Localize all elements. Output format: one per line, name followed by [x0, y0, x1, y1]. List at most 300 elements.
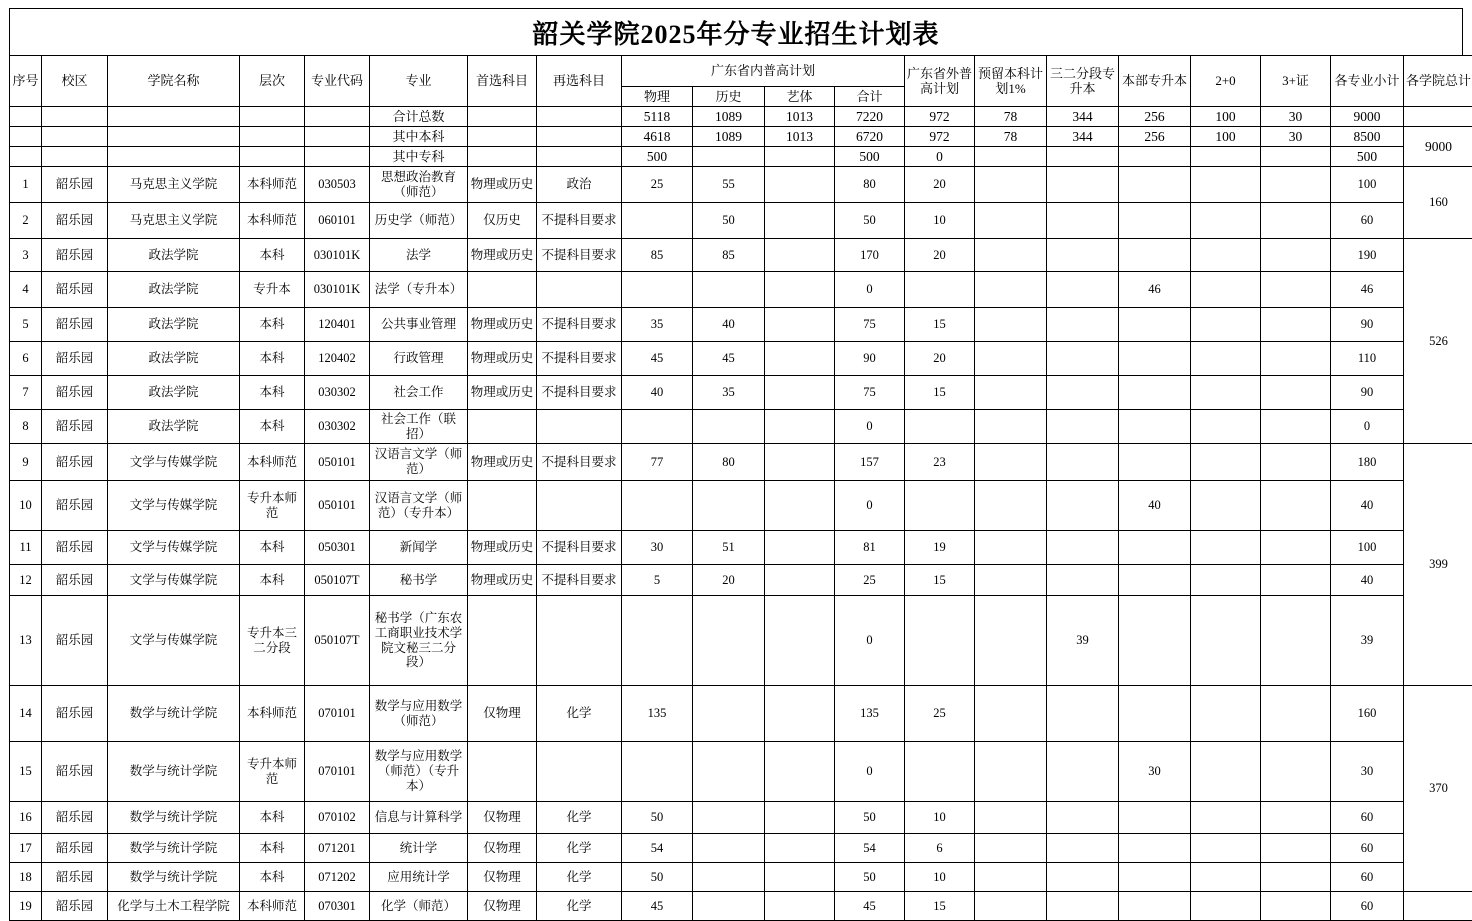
summary-blank-second-subject	[537, 127, 622, 147]
row-major-subtotal: 39	[1331, 596, 1404, 686]
row-three-two	[1047, 272, 1119, 308]
row-main-upgrade	[1119, 596, 1191, 686]
row-level: 本科	[240, 802, 305, 834]
row-index: 8	[10, 410, 42, 444]
col-header-major: 专业	[370, 56, 468, 107]
row-two-plus-zero	[1191, 834, 1261, 863]
row-first-subject: 物理或历史	[468, 565, 537, 596]
table-row	[10, 834, 1472, 863]
row-main-upgrade	[1119, 892, 1191, 921]
col-header-arts-sports: 艺体	[765, 87, 835, 107]
row-history: 80	[693, 444, 765, 481]
summary-blank-code	[305, 147, 370, 167]
summary-row	[10, 147, 1472, 167]
table-row	[10, 203, 1472, 239]
row-index: 6	[10, 342, 42, 376]
row-three-plus-cert	[1261, 565, 1331, 596]
col-header-main-upgrade: 本部专升本	[1119, 56, 1191, 107]
row-major: 汉语言文学（师范）	[370, 444, 468, 481]
row-college: 数学与统计学院	[108, 742, 240, 802]
row-college: 政法学院	[108, 376, 240, 410]
table-row	[10, 565, 1472, 596]
row-main-upgrade	[1119, 834, 1191, 863]
row-two-plus-zero	[1191, 272, 1261, 308]
row-major-subtotal: 40	[1331, 565, 1404, 596]
row-campus: 韶乐园	[42, 167, 108, 203]
row-history: 35	[693, 376, 765, 410]
table-row	[10, 167, 1472, 203]
row-campus: 韶乐园	[42, 565, 108, 596]
row-subtotal: 0	[835, 410, 905, 444]
row-first-subject: 物理或历史	[468, 376, 537, 410]
row-three-two	[1047, 686, 1119, 742]
row-reserved	[975, 272, 1047, 308]
row-major: 化学（师范）	[370, 892, 468, 921]
row-level: 本科	[240, 376, 305, 410]
row-arts-sports	[765, 686, 835, 742]
row-province-out: 19	[905, 531, 975, 565]
row-three-plus-cert	[1261, 531, 1331, 565]
row-college-total	[1404, 892, 1472, 921]
summary-reserved	[975, 147, 1047, 167]
row-first-subject: 物理或历史	[468, 239, 537, 272]
col-header-college-total: 各学院总计	[1404, 56, 1472, 107]
header-row-top	[10, 56, 1472, 87]
table-row	[10, 239, 1472, 272]
row-main-upgrade	[1119, 531, 1191, 565]
row-major-subtotal: 60	[1331, 802, 1404, 834]
row-level: 本科	[240, 239, 305, 272]
row-history	[693, 596, 765, 686]
col-header-three-two: 三二分段专升本	[1047, 56, 1119, 107]
row-first-subject	[468, 410, 537, 444]
summary-blank-second-subject	[537, 147, 622, 167]
row-index: 18	[10, 863, 42, 892]
row-major-subtotal: 40	[1331, 481, 1404, 531]
row-subtotal: 54	[835, 834, 905, 863]
summary-blank-index	[10, 127, 42, 147]
row-physics	[622, 410, 693, 444]
row-campus: 韶乐园	[42, 308, 108, 342]
summary-physics: 500	[622, 147, 693, 167]
row-three-plus-cert	[1261, 802, 1331, 834]
row-reserved	[975, 444, 1047, 481]
table-row	[10, 596, 1472, 686]
row-major: 秘书学（广东农工商职业技术学院文秘三二分段）	[370, 596, 468, 686]
row-subtotal: 80	[835, 167, 905, 203]
row-college: 文学与传媒学院	[108, 596, 240, 686]
row-major-subtotal: 60	[1331, 203, 1404, 239]
row-college: 马克思主义学院	[108, 167, 240, 203]
row-college-total: 399	[1404, 444, 1472, 686]
col-header-province-out: 广东省外普高计划	[905, 56, 975, 107]
row-arts-sports	[765, 863, 835, 892]
col-header-physics: 物理	[622, 87, 693, 107]
row-subtotal: 45	[835, 892, 905, 921]
row-level: 专升本师范	[240, 742, 305, 802]
summary-blank-index	[10, 107, 42, 127]
col-header-college: 学院名称	[108, 56, 240, 107]
row-index: 1	[10, 167, 42, 203]
row-reserved	[975, 565, 1047, 596]
row-reserved	[975, 596, 1047, 686]
row-second-subject: 不提科目要求	[537, 342, 622, 376]
row-subtotal: 0	[835, 481, 905, 531]
row-campus: 韶乐园	[42, 444, 108, 481]
row-level: 本科	[240, 342, 305, 376]
table-row	[10, 742, 1472, 802]
row-major-subtotal: 110	[1331, 342, 1404, 376]
row-subtotal: 0	[835, 742, 905, 802]
row-province-out: 10	[905, 203, 975, 239]
row-reserved	[975, 892, 1047, 921]
row-major: 行政管理	[370, 342, 468, 376]
row-first-subject: 物理或历史	[468, 342, 537, 376]
row-arts-sports	[765, 308, 835, 342]
row-major: 历史学（师范）	[370, 203, 468, 239]
row-province-out: 20	[905, 239, 975, 272]
row-campus: 韶乐园	[42, 742, 108, 802]
row-first-subject: 仅物理	[468, 834, 537, 863]
row-second-subject: 化学	[537, 863, 622, 892]
row-college: 数学与统计学院	[108, 686, 240, 742]
summary-row	[10, 107, 1472, 127]
row-first-subject: 仅物理	[468, 892, 537, 921]
row-province-out	[905, 272, 975, 308]
row-province-out: 15	[905, 308, 975, 342]
summary-major-subtotal: 8500	[1331, 127, 1404, 147]
row-main-upgrade	[1119, 686, 1191, 742]
row-major-subtotal: 160	[1331, 686, 1404, 742]
row-two-plus-zero	[1191, 239, 1261, 272]
row-index: 7	[10, 376, 42, 410]
row-major-code: 060101	[305, 203, 370, 239]
row-college: 文学与传媒学院	[108, 481, 240, 531]
row-reserved	[975, 531, 1047, 565]
row-campus: 韶乐园	[42, 531, 108, 565]
row-major-code: 070301	[305, 892, 370, 921]
row-campus: 韶乐园	[42, 834, 108, 863]
summary-arts-sports: 1013	[765, 127, 835, 147]
row-physics	[622, 203, 693, 239]
row-three-plus-cert	[1261, 203, 1331, 239]
row-three-plus-cert	[1261, 742, 1331, 802]
row-level: 本科	[240, 863, 305, 892]
summary-blank-college	[108, 107, 240, 127]
row-major-code: 050101	[305, 444, 370, 481]
table-header	[10, 56, 1472, 107]
row-subtotal: 50	[835, 203, 905, 239]
summary-province-out: 972	[905, 107, 975, 127]
row-major-code: 050301	[305, 531, 370, 565]
row-college: 数学与统计学院	[108, 863, 240, 892]
row-major-code: 050107T	[305, 565, 370, 596]
row-subtotal: 75	[835, 308, 905, 342]
table-row	[10, 863, 1472, 892]
row-three-plus-cert	[1261, 834, 1331, 863]
row-index: 12	[10, 565, 42, 596]
row-major-code: 120401	[305, 308, 370, 342]
title-bar	[9, 8, 1463, 55]
summary-major-subtotal: 500	[1331, 147, 1404, 167]
row-physics: 54	[622, 834, 693, 863]
row-three-two	[1047, 565, 1119, 596]
row-college: 化学与土木工程学院	[108, 892, 240, 921]
row-college-total: 526	[1404, 239, 1472, 444]
row-index: 2	[10, 203, 42, 239]
row-level: 专升本师范	[240, 481, 305, 531]
row-major: 秘书学	[370, 565, 468, 596]
row-province-out: 6	[905, 834, 975, 863]
summary-three-plus-cert	[1261, 147, 1331, 167]
row-second-subject	[537, 596, 622, 686]
row-major-subtotal: 90	[1331, 308, 1404, 342]
row-major-code: 071202	[305, 863, 370, 892]
row-arts-sports	[765, 167, 835, 203]
row-province-out: 10	[905, 863, 975, 892]
row-history	[693, 863, 765, 892]
row-three-plus-cert	[1261, 272, 1331, 308]
summary-blank-campus	[42, 147, 108, 167]
row-main-upgrade	[1119, 203, 1191, 239]
row-main-upgrade: 46	[1119, 272, 1191, 308]
row-major-subtotal: 46	[1331, 272, 1404, 308]
row-physics: 35	[622, 308, 693, 342]
summary-history	[693, 147, 765, 167]
row-subtotal: 90	[835, 342, 905, 376]
row-province-out	[905, 742, 975, 802]
row-major-code: 030503	[305, 167, 370, 203]
row-physics: 30	[622, 531, 693, 565]
row-history	[693, 834, 765, 863]
row-college: 数学与统计学院	[108, 834, 240, 863]
row-three-plus-cert	[1261, 342, 1331, 376]
row-reserved	[975, 342, 1047, 376]
row-three-two	[1047, 410, 1119, 444]
row-three-plus-cert	[1261, 444, 1331, 481]
row-three-plus-cert	[1261, 481, 1331, 531]
row-first-subject	[468, 272, 537, 308]
row-reserved	[975, 167, 1047, 203]
row-level: 本科	[240, 531, 305, 565]
row-second-subject: 不提科目要求	[537, 376, 622, 410]
summary-main-upgrade: 256	[1119, 127, 1191, 147]
row-two-plus-zero	[1191, 686, 1261, 742]
row-first-subject: 物理或历史	[468, 167, 537, 203]
col-header-two-plus-zero: 2+0	[1191, 56, 1261, 107]
col-header-major-code: 专业代码	[305, 56, 370, 107]
row-arts-sports	[765, 834, 835, 863]
row-second-subject	[537, 481, 622, 531]
table-row	[10, 308, 1472, 342]
row-two-plus-zero	[1191, 410, 1261, 444]
summary-blank-college	[108, 127, 240, 147]
row-campus: 韶乐园	[42, 596, 108, 686]
table-row	[10, 802, 1472, 834]
row-second-subject	[537, 742, 622, 802]
row-major-code: 070102	[305, 802, 370, 834]
row-second-subject: 不提科目要求	[537, 308, 622, 342]
row-campus: 韶乐园	[42, 481, 108, 531]
table-row	[10, 531, 1472, 565]
row-major: 法学（专升本）	[370, 272, 468, 308]
row-physics: 50	[622, 863, 693, 892]
row-index: 15	[10, 742, 42, 802]
row-arts-sports	[765, 802, 835, 834]
row-second-subject: 不提科目要求	[537, 444, 622, 481]
row-two-plus-zero	[1191, 376, 1261, 410]
row-major-subtotal: 180	[1331, 444, 1404, 481]
row-main-upgrade	[1119, 239, 1191, 272]
row-level: 本科	[240, 565, 305, 596]
row-three-two	[1047, 308, 1119, 342]
row-three-plus-cert	[1261, 596, 1331, 686]
row-second-subject: 不提科目要求	[537, 239, 622, 272]
summary-major-subtotal: 9000	[1331, 107, 1404, 127]
summary-history: 1089	[693, 127, 765, 147]
row-subtotal: 50	[835, 802, 905, 834]
row-reserved	[975, 481, 1047, 531]
row-subtotal: 25	[835, 565, 905, 596]
row-major-code: 030101K	[305, 239, 370, 272]
row-history	[693, 410, 765, 444]
row-level: 专升本三二分段	[240, 596, 305, 686]
row-major: 统计学	[370, 834, 468, 863]
row-three-two	[1047, 342, 1119, 376]
row-second-subject: 不提科目要求	[537, 203, 622, 239]
row-main-upgrade	[1119, 410, 1191, 444]
row-three-two	[1047, 203, 1119, 239]
row-second-subject: 政治	[537, 167, 622, 203]
row-major: 公共事业管理	[370, 308, 468, 342]
row-arts-sports	[765, 481, 835, 531]
col-header-subtotal: 合计	[835, 87, 905, 107]
row-college: 政法学院	[108, 239, 240, 272]
row-subtotal: 0	[835, 272, 905, 308]
row-reserved	[975, 376, 1047, 410]
row-campus: 韶乐园	[42, 892, 108, 921]
row-province-out	[905, 410, 975, 444]
row-level: 本科师范	[240, 203, 305, 239]
table-row	[10, 686, 1472, 742]
row-index: 17	[10, 834, 42, 863]
row-level: 本科师范	[240, 892, 305, 921]
col-header-province-in-group: 广东省内普高计划	[622, 56, 905, 87]
summary-two-plus-zero: 100	[1191, 107, 1261, 127]
row-campus: 韶乐园	[42, 203, 108, 239]
col-header-reserved: 预留本科计划1%	[975, 56, 1047, 107]
row-first-subject: 仅物理	[468, 686, 537, 742]
summary-three-plus-cert: 30	[1261, 107, 1331, 127]
row-two-plus-zero	[1191, 308, 1261, 342]
row-second-subject: 化学	[537, 802, 622, 834]
row-major: 应用统计学	[370, 863, 468, 892]
row-history	[693, 802, 765, 834]
row-two-plus-zero	[1191, 892, 1261, 921]
row-reserved	[975, 686, 1047, 742]
row-province-out: 23	[905, 444, 975, 481]
row-index: 11	[10, 531, 42, 565]
row-index: 3	[10, 239, 42, 272]
row-second-subject: 化学	[537, 834, 622, 863]
row-two-plus-zero	[1191, 444, 1261, 481]
row-campus: 韶乐园	[42, 802, 108, 834]
row-college: 数学与统计学院	[108, 802, 240, 834]
admission-plan-table	[9, 55, 1472, 921]
row-physics: 45	[622, 892, 693, 921]
row-reserved	[975, 239, 1047, 272]
row-major-code: 030101K	[305, 272, 370, 308]
row-main-upgrade	[1119, 167, 1191, 203]
row-physics	[622, 596, 693, 686]
row-physics: 77	[622, 444, 693, 481]
row-subtotal: 157	[835, 444, 905, 481]
row-history: 20	[693, 565, 765, 596]
row-reserved	[975, 203, 1047, 239]
summary-province-out: 0	[905, 147, 975, 167]
row-level: 专升本	[240, 272, 305, 308]
row-level: 本科	[240, 308, 305, 342]
row-arts-sports	[765, 742, 835, 802]
summary-physics: 5118	[622, 107, 693, 127]
row-two-plus-zero	[1191, 742, 1261, 802]
row-college-total: 370	[1404, 686, 1472, 892]
row-arts-sports	[765, 203, 835, 239]
row-major-subtotal: 60	[1331, 892, 1404, 921]
row-major: 信息与计算科学	[370, 802, 468, 834]
row-province-out: 20	[905, 167, 975, 203]
col-header-index: 序号	[10, 56, 42, 107]
row-main-upgrade	[1119, 444, 1191, 481]
row-reserved	[975, 308, 1047, 342]
table-row	[10, 342, 1472, 376]
row-history: 50	[693, 203, 765, 239]
row-major: 社会工作	[370, 376, 468, 410]
row-physics	[622, 481, 693, 531]
summary-reserved: 78	[975, 107, 1047, 127]
summary-blank-index	[10, 147, 42, 167]
row-two-plus-zero	[1191, 863, 1261, 892]
row-index: 5	[10, 308, 42, 342]
row-physics	[622, 742, 693, 802]
row-major-code: 070101	[305, 686, 370, 742]
row-major-subtotal: 90	[1331, 376, 1404, 410]
row-first-subject	[468, 596, 537, 686]
row-index: 9	[10, 444, 42, 481]
table-row	[10, 481, 1472, 531]
row-province-out: 15	[905, 892, 975, 921]
row-index: 10	[10, 481, 42, 531]
row-history	[693, 481, 765, 531]
row-history: 55	[693, 167, 765, 203]
row-level: 本科师范	[240, 444, 305, 481]
row-college: 政法学院	[108, 272, 240, 308]
row-main-upgrade	[1119, 376, 1191, 410]
row-physics: 45	[622, 342, 693, 376]
summary-blank-first-subject	[468, 107, 537, 127]
row-three-plus-cert	[1261, 239, 1331, 272]
row-major: 思想政治教育（师范）	[370, 167, 468, 203]
summary-province-out: 972	[905, 127, 975, 147]
page-title: 韶关学院2025年分专业招生计划表	[532, 14, 939, 51]
summary-reserved: 78	[975, 127, 1047, 147]
row-index: 16	[10, 802, 42, 834]
summary-blank-first-subject	[468, 127, 537, 147]
row-college: 马克思主义学院	[108, 203, 240, 239]
row-first-subject	[468, 742, 537, 802]
col-header-history: 历史	[693, 87, 765, 107]
row-major-subtotal: 60	[1331, 834, 1404, 863]
